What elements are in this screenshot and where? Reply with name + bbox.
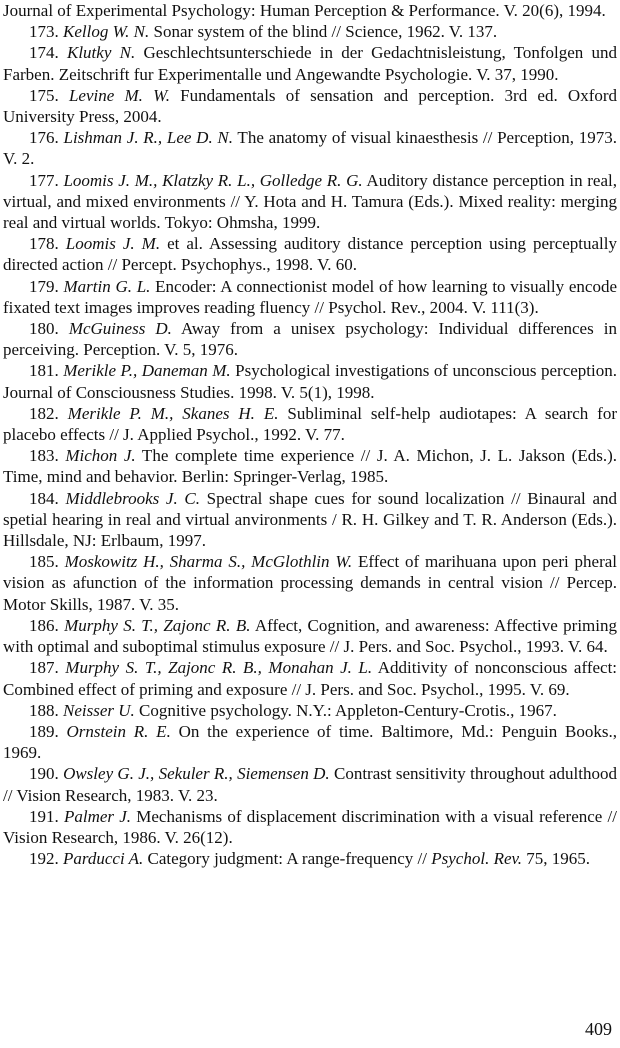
reference-text: 173. <box>29 22 63 42</box>
reference-authors: Merikle P. M., Skanes H. E. <box>67 403 279 423</box>
reference-authors: Lishman J. R., Lee D. N. <box>63 128 234 148</box>
reference-entry <box>3 445 617 487</box>
reference-entry <box>3 615 617 657</box>
reference-text: Away from a unisex psychology: Individual differences in perceiving. Perception. V. 5, 1976. <box>3 319 618 360</box>
reference-entry <box>3 85 617 127</box>
reference-text: Additivity of nonconscious affect: Combined effect of priming and exposure // J. Pers. and Soc. Psychol., 1995. V. 69. <box>3 658 618 699</box>
reference-authors: Michon J. <box>65 446 136 466</box>
reference-text: 183. <box>29 446 66 466</box>
reference-text: Encoder: A connectionist model of how learning to visually encode fixated text images improves reading fluency // Psychol. Rev., 2004. V. 111(3). <box>3 276 617 317</box>
reference-text: 180. <box>29 319 69 339</box>
reference-entry <box>3 657 617 699</box>
reference-text: 177. <box>29 170 64 190</box>
reference-entry <box>3 127 617 169</box>
reference-text: Effect of marihuana upon peri pheral vision as afunction of the information processing demands in central vision // Percep. Motor Skills, 1987. V. 35. <box>3 552 618 614</box>
reference-authors: Ornstein R. E. <box>66 721 171 741</box>
reference-text: Category judgment: A range-frequency // <box>143 849 432 869</box>
reference-entry <box>3 318 617 360</box>
reference-text: 181. <box>29 361 64 381</box>
reference-text: 191. <box>29 806 64 826</box>
reference-text: Cognitive psychology. N.Y.: Appleton-Century-Crotis., 1967. <box>134 700 557 720</box>
reference-authors: Loomis J. M., Klatzky R. L., Golledge R. G. <box>63 170 363 190</box>
reference-text: 75, 1965. <box>522 849 591 869</box>
reference-entry <box>3 170 617 234</box>
reference-text: The complete time experience // J. A. Michon, J. L. Jakson (Eds.). Time, mind and behavior. Berlin: Springer-Verlag, 1985. <box>3 446 618 487</box>
reference-authors: Murphy S. T., Zajonc R. B. <box>64 615 251 635</box>
reference-entry <box>3 721 617 763</box>
reference-entry <box>3 0 617 21</box>
reference-text: Mechanisms of displacement discrimination with a visual reference // Vision Research, 1986. V. 26(12). <box>3 806 617 847</box>
reference-entry <box>3 488 617 552</box>
page-number: 409 <box>585 1019 612 1039</box>
reference-text: Spectral shape cues for sound localization // Binaural and spetial hearing in real and virtual anvironments / R. H. Gilkey and T. R. Anderson (Eds.). Hillsdale, NJ: Erlbaum, 1997. <box>3 488 617 551</box>
reference-authors: Martin G. L. <box>63 276 151 296</box>
reference-text: Subliminal self-help audiotapes: A search for placebo effects // J. Applied Psychol., 1992. V. 77. <box>3 403 617 445</box>
reference-text: 175. <box>29 85 69 105</box>
reference-authors: Klutky N. <box>67 43 136 63</box>
reference-text: 174. <box>29 43 67 63</box>
reference-text: Affect, Cognition, and awareness: Affective priming with optimal and suboptimal stimulus exposure // J. Pers. and Soc. Psychol., 1993. V. 64. <box>3 615 617 657</box>
reference-text: Fundamentals of sensation and perception. 3rd ed. Oxford University Press, 2004. <box>3 85 618 127</box>
reference-entry <box>3 21 617 42</box>
reference-text: 188. <box>29 700 63 720</box>
reference-authors: Middlebrooks J. C. <box>65 488 200 508</box>
reference-text: Geschlechtsunterschiede in der Gedachtnisleistung, Tonfolgen und Farben. Zeitschrift fur Experimentalle und Angewandte Psychologie. V. 37, 1990. <box>3 43 618 84</box>
reference-authors: Palmer J. <box>63 806 132 826</box>
reference-text: Auditory distance perception in real, virtual, and mixed environments // Y. Hota and H. Tamura (Eds.). Mixed reality: merging real and virtual worlds. Tokyo: Ohmsha, 1999. <box>3 170 617 233</box>
reference-authors: McGuiness D. <box>68 319 172 339</box>
reference-authors: Merikle P., Daneman M. <box>63 361 231 381</box>
reference-authors: Neisser U. <box>63 700 135 720</box>
reference-text: et al. Assessing auditory distance perception using perceptually directed action // Percept. Psychophys., 1998. V. 60. <box>3 234 617 275</box>
reference-list <box>3 0 617 869</box>
reference-text: Sonar system of the blind // Science, 1962. V. 137. <box>149 22 498 42</box>
reference-entry <box>3 551 617 615</box>
reference-entry <box>3 233 617 275</box>
reference-authors: Owsley G. J., Sekuler R., Siemensen D. <box>63 764 330 784</box>
reference-text: 192. <box>29 849 63 869</box>
reference-text: 182. <box>29 403 68 423</box>
reference-authors: Murphy S. T., Zajonc R. B., Monahan J. L. <box>65 658 373 678</box>
reference-entry <box>3 700 617 721</box>
reference-text: The anatomy of visual kinaesthesis // Perception, 1973. V. 2. <box>3 128 618 169</box>
reference-entry <box>3 42 617 84</box>
reference-text: 186. <box>29 615 65 635</box>
reference-entry <box>3 806 617 848</box>
reference-text: 185. <box>29 552 65 572</box>
reference-text: 187. <box>29 658 66 678</box>
reference-text: Psychological investigations of unconscious perception. Journal of Consciousness Studies. 1998. V. 5(1), 1998. <box>3 361 618 402</box>
reference-entry <box>3 763 617 805</box>
reference-text: 184. <box>29 488 66 508</box>
reference-text: 189. <box>29 721 67 741</box>
reference-authors: Kellog W. N. <box>63 22 150 42</box>
reference-authors: Moskowitz H., Sharma S., McGlothlin W. <box>64 552 353 572</box>
reference-entry <box>3 403 617 445</box>
reference-authors: Levine M. W. <box>68 85 170 105</box>
reference-authors: Psychol. Rev. <box>431 849 523 869</box>
reference-text: 176. <box>29 128 64 148</box>
reference-authors: Parducci A. <box>63 849 144 869</box>
reference-text: 178. <box>29 234 66 254</box>
reference-entry <box>3 276 617 318</box>
reference-text: 190. <box>29 764 64 784</box>
reference-text: On the experience of time. Baltimore, Md.: Penguin Books., 1969. <box>3 721 617 763</box>
reference-text: Contrast sensitivity throughout adulthood // Vision Research, 1983. V. 23. <box>3 764 617 805</box>
reference-entry <box>3 360 617 402</box>
reference-entry <box>3 848 617 869</box>
reference-authors: Loomis J. M. <box>65 234 161 254</box>
reference-text: 179. <box>29 276 64 296</box>
reference-text: Journal of Experimental Psychology: Human Perception & Performance. V. 20(6), 1994. <box>3 1 606 20</box>
